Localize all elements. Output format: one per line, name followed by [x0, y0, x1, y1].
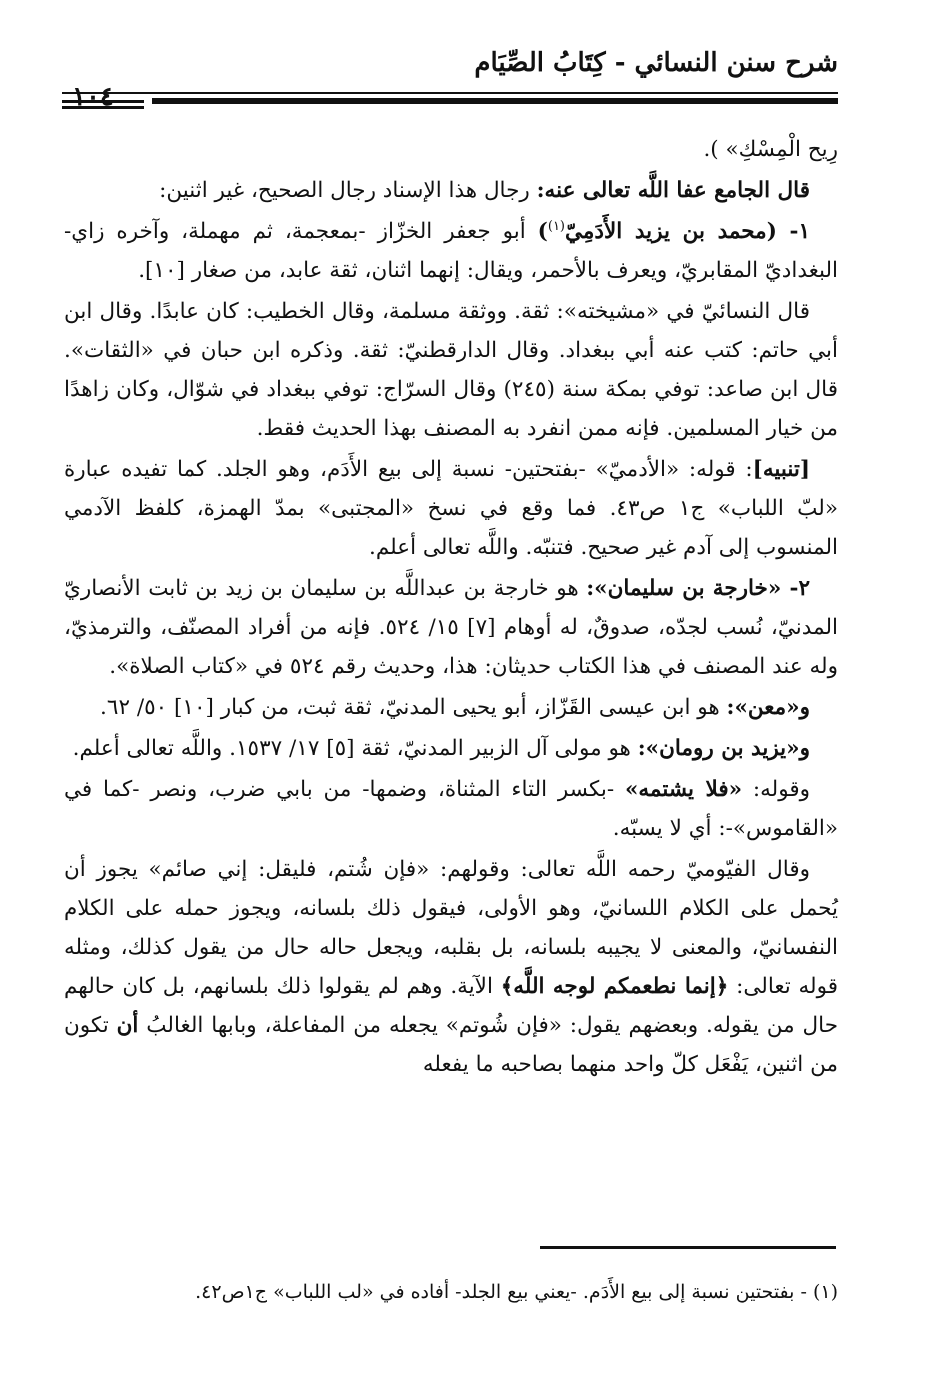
narrator-name: «خارجة بن سليمان»:: [586, 576, 782, 601]
main-text: [64, 130, 838, 1086]
paragraph-narrator-4: و«يزيد بن رومان»: هو مولى آل الزبير المدنيّ، ثقة [٥] ١٧/ ١٥٣٧. واللَّه تعالى أعلم.: [72, 736, 810, 761]
note-label: [تنبيه]: [752, 457, 810, 482]
header-rule: [62, 92, 838, 94]
paragraph-narrator-3: و«معن»: هو ابن عيسى القَزّاز، أبو يحيى المدنيّ، ثقة ثبت، من كبار [١٠] ٥٠/ ٦٢.: [100, 695, 810, 720]
page-number: ١٠٤: [72, 82, 114, 112]
paragraph-4: قال النسائيّ في «مشيخته»: ثقة. ووثقة مسلمة، وقال الخطيب: كان عابدًا. وقال ابن أبي حاتم: كتب عنه أبي ببغداد. وقال الدارقطنيّ: ثقة. وذكره ابن حبان في «الثقات». قال ابن صاعد: توفي بمكة سنة (٢٤٥) وقال السرّاج: توفي ببغداد في شوّال، وكان زاهدًا من خيار المسلمين. فإنه ممن انفرد به المصنف بهذا الحديث فقط.: [64, 299, 838, 441]
running-title: شرح سنن النسائي - كِتَابُ الصِّيَام: [474, 48, 838, 78]
paragraph-note: [تنبيه]: قوله: «الأدميّ» -بفتحتين- نسبة إلى بيع الأَدَم، وهو الجلد. كما تفيده عبارة «لبّ اللباب» ج١ ص٤٣. فما وقع في نسخ «المجتبى» بمدّ الهمزة، كلفظ الآدمي المنسوب إلى آدم غير صحيح. فتنبّه. واللَّه تعالى أعلم.: [64, 457, 838, 560]
paragraph-10: وقال الفيّوميّ رحمه اللَّه تعالى: وقولهم: «فإن شُتم، فليقل: إني صائم» يجوز أن يُحمل على الكلام اللسانيّ، وهو الأولى، فيقول ذلك بلسانه، ويجوز حمله على الكلام النفسانيّ، والمعنى لا يجيبه بلسانه، بل بقلبه، ويجعل حاله حال من يقول كذلك، ومثله قوله تعالى: ﴿إنما نطعمكم لوجه اللَّه﴾ الآية. وهم لم يقولوا ذلك بلسانهم، بل كان حالهم حال من يقوله. وبعضهم يقول: «فإن شُوتم» يجعله من المفاعلة، وبابها الغالبُ أن تكون من اثنين، يَفْعَل كلّ واحد منهما بصاحبه ما يفعله: [64, 857, 838, 1077]
footnote-ref: (١): [547, 218, 565, 234]
footnote: (١) - بفتحتين نسبة إلى بيع الأَدَم. -يعني بيع الجلد- أفاده في «لب اللباب» ج١ص٤٢.: [195, 1281, 838, 1303]
quoted-phrase: «فلا يشتمه»: [624, 777, 743, 802]
paragraph-9: وقوله: «فلا يشتمه» -بكسر التاء المثناة، وضمها- من بابي ضرب، ونصر -كما في «القاموس»-: أي لا يسبّه.: [64, 777, 838, 841]
narrator-name: و«يزيد بن رومان»:: [637, 736, 810, 761]
author-remark-label: قال الجامع عفا اللَّه تعالى عنه:: [536, 178, 810, 203]
header-thick-rule: [152, 98, 838, 104]
header-short-rule-1: [62, 100, 144, 103]
page-header: [62, 48, 838, 110]
quran-quote: ﴿إنما نطعمكم لوجه اللَّه﴾: [500, 974, 729, 999]
paragraph-narrator-1: ١- (محمد بن يزيد الأَدَمِيّ$^{(١)}$) أبو جعفر الخزّاز -بمعجمة، ثم مهملة، وآخره زاي- البغداديّ المقابريّ، ويعرف بالأحمر، ويقال: إنهما اثنان، ثقة عابد، من صغار [١٠].: [64, 218, 838, 283]
footnote-separator: [540, 1246, 836, 1249]
paragraph-2: قال الجامع عفا اللَّه تعالى عنه: رجال هذا الإسناد رجال الصحيح، غير اثنين:: [159, 178, 810, 203]
header-short-rule-2: [62, 106, 144, 109]
narrator-name: و«معن»:: [726, 695, 810, 720]
paragraph-1: رِيح الْمِسْكِ» ).: [703, 137, 838, 162]
paragraph-narrator-2: ٢- «خارجة بن سليمان»: هو خارجة بن عبداللَّه بن سليمان بن زيد بن ثابت الأنصاريّ المدنيّ، نُسب لجدّه، صدوقٌ، له أوهام [٧] ١٥/ ٥٢٤. فإنه من أفراد المصنّف، والترمذيّ، وله عند المصنف في هذا الكتاب حديثان: هذا، وحديث رقم ٥٢٤ في «كتاب الصلاة».: [64, 576, 838, 679]
narrator-name: (محمد بن يزيد الأَدَمِيّ: [565, 219, 777, 244]
